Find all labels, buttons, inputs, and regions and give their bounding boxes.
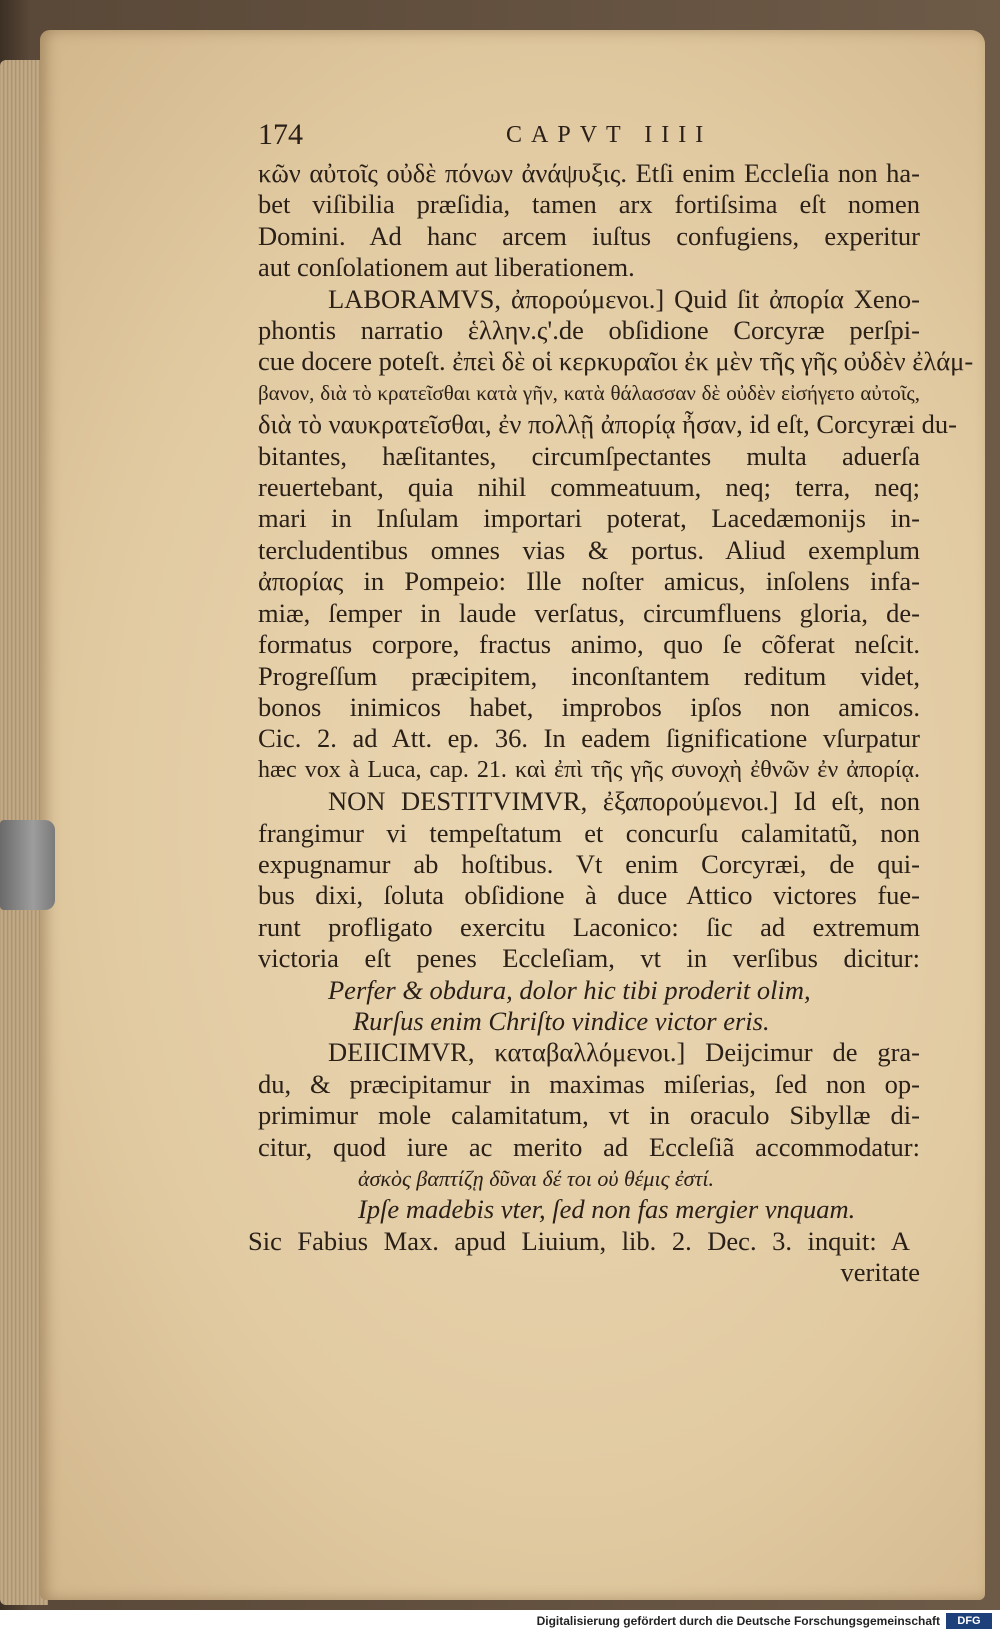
- text-line: bonos inimicos habet, improbos ipſos non amicos.: [258, 691, 920, 722]
- text-line-lemma: DEIICIMVR, καταβαλλόμενοι.] Deijcimur de gra-: [328, 1037, 920, 1068]
- text-line: citur, quod iure ac merito ad Eccleſiã accommodatur:: [258, 1131, 920, 1162]
- footer-bar: [0, 1610, 1000, 1633]
- text-line: primimur mole calamitatum, vt in oraculo Sibyllæ di-: [258, 1100, 920, 1131]
- text-line: expugnamur ab hoſtibus. Vt enim Corcyræi, de qui-: [258, 848, 920, 879]
- verse-line-greek: ἀσκὸς βαπτίζῃ δῦναι δέ τοι οὐ θέμις ἐστί.: [358, 1166, 715, 1191]
- text-line: runt profligato exercitu Laconico: ſic ad extremum: [258, 911, 920, 942]
- text-line-greek: βανον, διὰ τὸ κρατεῖσθαι κατὰ γῆν, κατὰ θάλασσαν δὲ οὐδὲν εἰσήγετο αὐτοῖς,: [258, 380, 920, 405]
- text-line-lemma: NON DESTITVIMVR, ἐξαπορούμενοι.] Id eſt, non: [328, 786, 920, 817]
- verse-line: Rurſus enim Chriſto vindice victor eris.: [353, 1005, 770, 1036]
- text-line: miæ, ſemper in laude verſatus, circumfluens gloria, de-: [258, 597, 920, 628]
- text-line: κῶν αὐτοῖς οὐδὲ πόνων ἀνάψυξις. Etſi enim Eccleſia non ha-: [258, 158, 920, 188]
- page-header: [258, 118, 938, 158]
- text-line: phontis narratio ἑλλην.ς'.de obſidione Corcyræ perſpi-: [258, 315, 920, 346]
- page-text-block: [248, 118, 974, 1289]
- text-line: bus dixi, ſoluta obſidione à duce Attico victores fue-: [258, 880, 920, 911]
- bookmark-clip: [0, 820, 55, 910]
- text-line: διὰ τὸ ναυκρατεῖσθαι, ἐν πολλῇ ἀπορίᾳ ἦσαν, id eſt, Corcyræi du-: [258, 409, 957, 440]
- text-line: formatus corpore, fractus animo, quo ſe cõferat neſcit.: [258, 629, 920, 660]
- catchword: veritate: [840, 1257, 920, 1288]
- text-line: mari in Inſulam importari poterat, Lacedæmonijs in-: [258, 503, 920, 534]
- text-line: tercludentibus omnes vias & portus. Aliud exemplum: [258, 534, 920, 565]
- text-line: ἀπορίας in Pompeio: Ille noſter amicus, inſolens infa-: [258, 566, 920, 597]
- text-line-greek: cue docere poteſt. ἐπεὶ δὲ οἱ κερκυραῖοι ἐκ μὲν τῆς γῆς οὐδὲν ἐλάμ-: [258, 346, 974, 377]
- text-line: Domini. Ad hanc arcem iuſtus confugiens, experitur: [258, 220, 920, 251]
- dfg-logo: DFG: [946, 1613, 992, 1629]
- text-line: Cic. 2. ad Att. ep. 36. In eadem ſignificatione vſurpatur: [258, 723, 920, 754]
- text-line: Progreſſum præcipitem, inconſtantem reditum videt,: [258, 660, 920, 691]
- text-line: bitantes, hæſitantes, circumſpectantes multa aduerſa: [258, 440, 920, 471]
- running-head: CAPVT IIII: [506, 122, 713, 148]
- text-line: bet viſibilia præſidia, tamen arx fortiſsima eſt nomen: [258, 189, 920, 220]
- text-line: hæc vox à Luca, cap. 21. καὶ ἐπὶ τῆς γῆς συνοχὴ ἐθνῶν ἐν ἀπορίᾳ.: [258, 756, 920, 783]
- text-line: reuertebant, quia nihil commeatuum, neq; terra, neq;: [258, 472, 920, 503]
- text-line: Sic Fabius Max. apud Liuium, lib. 2. Dec. 3. inquit: A: [248, 1225, 910, 1256]
- verse-line: Ipſe madebis vter, ſed non fas mergier vnquam.: [358, 1194, 856, 1225]
- verse-line: Perfer & obdura, dolor hic tibi proderit olim,: [328, 974, 811, 1005]
- page-number: 174: [258, 118, 303, 151]
- text-line: frangimur vi tempeſtatum et concurſu calamitatũ, non: [258, 817, 920, 848]
- text-line-lemma: LABORAMVS, ἀπορούμενοι.] Quid ſit ἀπορία Xeno-: [328, 283, 920, 314]
- text-line: du, & præcipitamur in maximas miſerias, ſed non op-: [258, 1068, 920, 1099]
- text-line: aut conſolationem aut liberationem.: [258, 252, 635, 283]
- text-line: victoria eſt penes Eccleſiam, vt in verſibus dicitur:: [258, 943, 920, 974]
- funding-credit: Digitalisierung gefördert durch die Deutsche Forschungsgemeinschaft: [536, 1614, 940, 1628]
